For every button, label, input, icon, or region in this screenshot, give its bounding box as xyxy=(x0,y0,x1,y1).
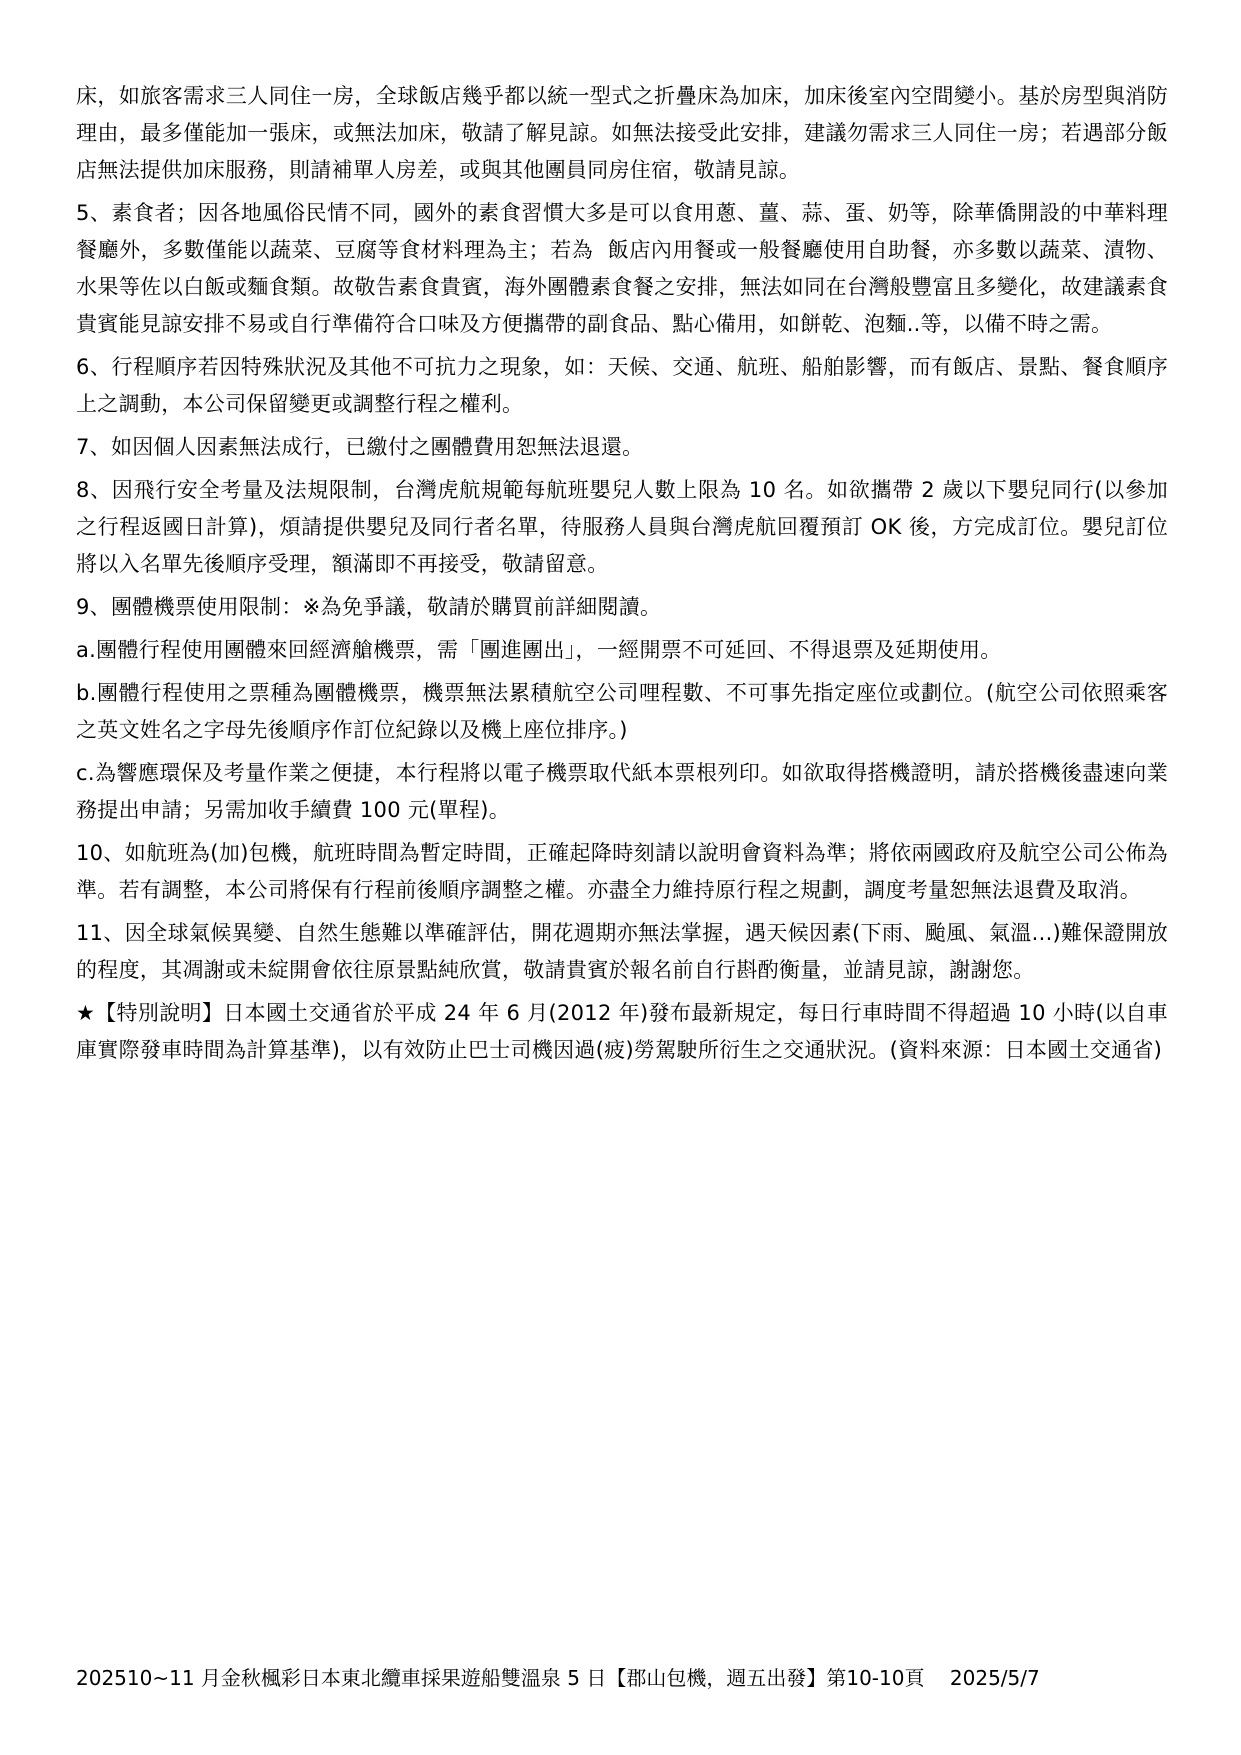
paragraph-ticket-c: c.為響應環保及考量作業之便捷，本行程將以電子機票取代紙本票根列印。如欲取得搭機證明，請於搭機後盡速向業務提出申請；另需加收手續費 100 元(單程)。 xyxy=(76,761,1168,822)
paragraph-special-note: ★【特別說明】日本國土交通省於平成 24 年 6 月(2012 年)發布最新規定，每日行車時間不得超過 10 小時(以自車庫實際發車時間為計算基準)，以有效防止巴士司機因過(疲)勞駕駛所衍生之交通狀況。(資料來源：日本國土交通省) xyxy=(76,1001,1168,1062)
paragraph-vegetarian: 5、素食者；因各地風俗民情不同，國外的素食習慣大多是可以食用蔥、薑、蒜、蛋、奶等，除華僑開設的中華料理餐廳外，多數僅能以蔬菜、豆腐等食材料理為主；若為 飯店內用餐或一般餐廳使用自助餐，亦多數以蔬菜、漬物、水果等佐以白飯或麵食類。故敬告素食貴賓，海外團體素食餐之安排，無法如同在台灣般豐富且多變化，故建議素食貴賓能見諒安排不易或自行準備符合口味及方便攜帶的副食品、點心備用，如餅乾、泡麵..等，以備不時之需。 xyxy=(76,201,1168,336)
paragraph-ticket-a: a.團體行程使用團體來回經濟艙機票，需「團進團出」，一經開票不可延回、不得退票及延期使用。 xyxy=(76,638,1002,662)
paragraph-no-refund: 7、如因個人因素無法成行，已繳付之團體費用恕無法退還。 xyxy=(76,435,644,459)
paragraph-extra-bed: 床，如旅客需求三人同住一房，全球飯店幾乎都以統一型式之折疊床為加床，加床後室內空間變小。基於房型與消防理由，最多僅能加一張床，或無法加床，敬請了解見諒。如無法接受此安排，建議勿需求三人同住一房；若遇部分飯店無法提供加床服務，則請補單人房差，或與其他團員同房住宿，敬請見諒。 xyxy=(76,84,1168,182)
paragraph-charter-flight: 10、如航班為(加)包機，航班時間為暫定時間，正確起降時刻請以說明會資料為準；將依兩國政府及航空公司公佈為準。若有調整，本公司將保有行程前後順序調整之權。亦盡全力維持原行程之規劃，調度考量恕無法退費及取消。 xyxy=(76,841,1168,902)
paragraph-climate: 11、因全球氣候異變、自然生態難以準確評估，開花週期亦無法掌握，遇天候因素(下雨、颱風、氣溫...)難保證開放的程度，其凋謝或未綻開會依往原景點純欣賞，敬請貴賓於報名前自行斟酌衡量，並請見諒，謝謝您。 xyxy=(76,921,1168,982)
paragraph-ticket-restrictions: 9、團體機票使用限制：※為免爭議，敬請於購買前詳細閱讀。 xyxy=(76,595,662,619)
paragraph-infant-limit: 8、因飛行安全考量及法規限制，台灣虎航規範每航班嬰兒人數上限為 10 名。如欲攜帶 2 歲以下嬰兒同行(以參加之行程返國日計算)，煩請提供嬰兒及同行者名單，待服務人員與台灣虎航回覆預訂 OK 後，方完成訂位。嬰兒訂位將以入名單先後順序受理，額滿即不再接受，敬請留意。 xyxy=(76,478,1168,576)
page-footer: 202510~11 月金秋楓彩日本東北纜車採果遊船雙溫泉 5 日【郡山包機，週五出發】第10-10頁 2025/5/7 xyxy=(76,1666,1040,1690)
paragraph-ticket-b: b.團體行程使用之票種為團體機票，機票無法累積航空公司哩程數、不可事先指定座位或劃位。(航空公司依照乘客之英文姓名之字母先後順序作訂位紀錄以及機上座位排序。) xyxy=(76,681,1168,742)
document-body xyxy=(76,78,1168,1075)
paragraph-itinerary-order: 6、行程順序若因特殊狀況及其他不可抗力之現象，如：天候、交通、航班、船舶影響，而有飯店、景點、餐食順序上之調動，本公司保留變更或調整行程之權利。 xyxy=(76,355,1168,416)
